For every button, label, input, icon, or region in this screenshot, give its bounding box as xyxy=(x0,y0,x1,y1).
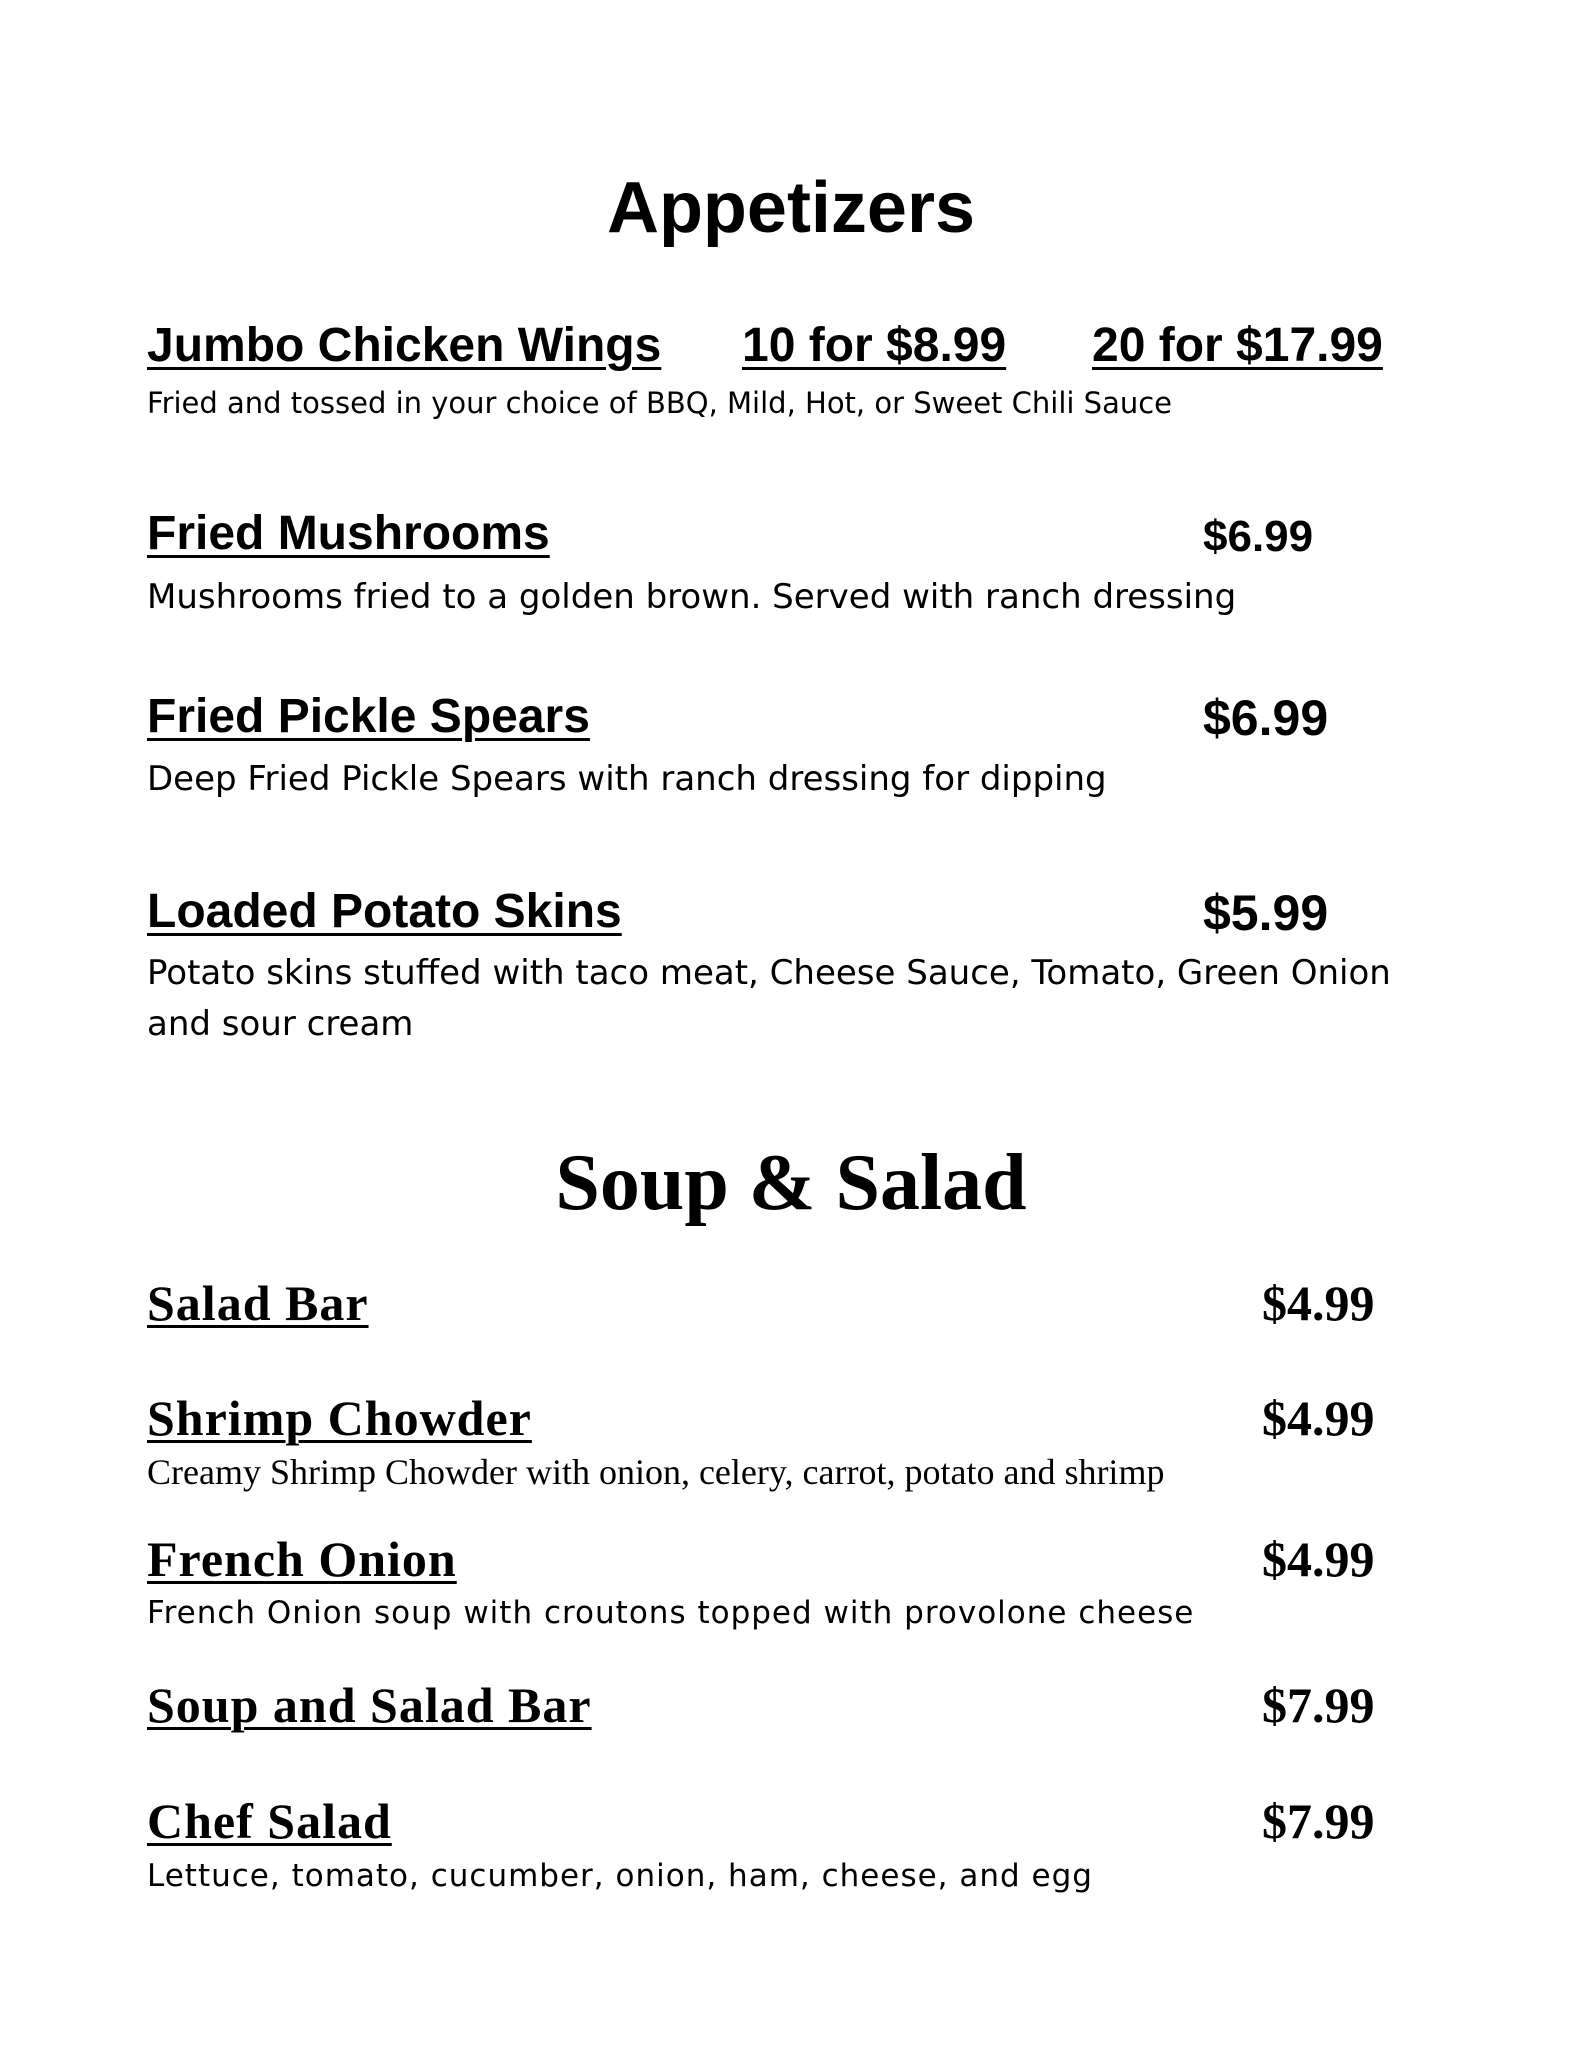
menu-item-shrimp-chowder-name: Shrimp Chowder xyxy=(147,1390,532,1446)
menu-item-french-onion-name: French Onion xyxy=(147,1531,457,1587)
menu-item-jumbo-chicken-wings-description: Fried and tossed in your choice of BBQ, Mild, Hot, or Sweet Chili Sauce xyxy=(147,386,1173,420)
menu-item-jumbo-chicken-wings-name: Jumbo Chicken Wings xyxy=(147,319,662,372)
menu-item-salad-bar-name: Salad Bar xyxy=(147,1275,369,1331)
menu-item-loaded-potato-skins-description-line-1: Potato skins stuffed with taco meat, Cheese Sauce, Tomato, Green Onion xyxy=(147,953,1391,993)
menu-item-chef-salad-description: Lettuce, tomato, cucumber, onion, ham, cheese, and egg xyxy=(147,1858,1093,1894)
menu-item-french-onion-description: French Onion soup with croutons topped with provolone cheese xyxy=(147,1595,1195,1631)
menu-item-chef-salad-name: Chef Salad xyxy=(147,1793,392,1849)
menu-item-jumbo-chicken-wings-price-20: 20 for $17.99 xyxy=(1092,319,1383,372)
appetizers-heading: Appetizers xyxy=(606,168,976,248)
menu-item-loaded-potato-skins-description-line-2: and sour cream xyxy=(147,1004,414,1044)
menu-item-fried-mushrooms-description: Mushrooms fried to a golden brown. Served with ranch dressing xyxy=(147,577,1237,617)
menu-item-fried-pickle-spears-name: Fried Pickle Spears xyxy=(147,690,590,743)
menu-item-fried-mushrooms-name: Fried Mushrooms xyxy=(147,507,550,560)
menu-item-fried-mushrooms-price: $6.99 xyxy=(1203,512,1314,561)
menu-item-fried-pickle-spears-price: $6.99 xyxy=(1203,690,1329,746)
menu-item-jumbo-chicken-wings-price-10: 10 for $8.99 xyxy=(742,319,1007,372)
menu-item-chef-salad-price: $7.99 xyxy=(1262,1793,1375,1849)
menu-item-shrimp-chowder-price: $4.99 xyxy=(1262,1390,1375,1446)
menu-item-fried-pickle-spears-description: Deep Fried Pickle Spears with ranch dressing for dipping xyxy=(147,759,1107,799)
menu-item-french-onion-price: $4.99 xyxy=(1262,1531,1375,1587)
menu-item-loaded-potato-skins-name: Loaded Potato Skins xyxy=(147,885,622,938)
menu-item-shrimp-chowder-description: Creamy Shrimp Chowder with onion, celery, carrot, potato and shrimp xyxy=(147,1452,1165,1492)
menu-item-salad-bar-price: $4.99 xyxy=(1262,1275,1375,1331)
soup-salad-heading: Soup & Salad xyxy=(555,1139,1027,1227)
menu-item-soup-and-salad-bar-name: Soup and Salad Bar xyxy=(147,1677,592,1733)
menu-item-soup-and-salad-bar-price: $7.99 xyxy=(1262,1677,1375,1733)
menu-item-loaded-potato-skins-price: $5.99 xyxy=(1203,885,1329,941)
